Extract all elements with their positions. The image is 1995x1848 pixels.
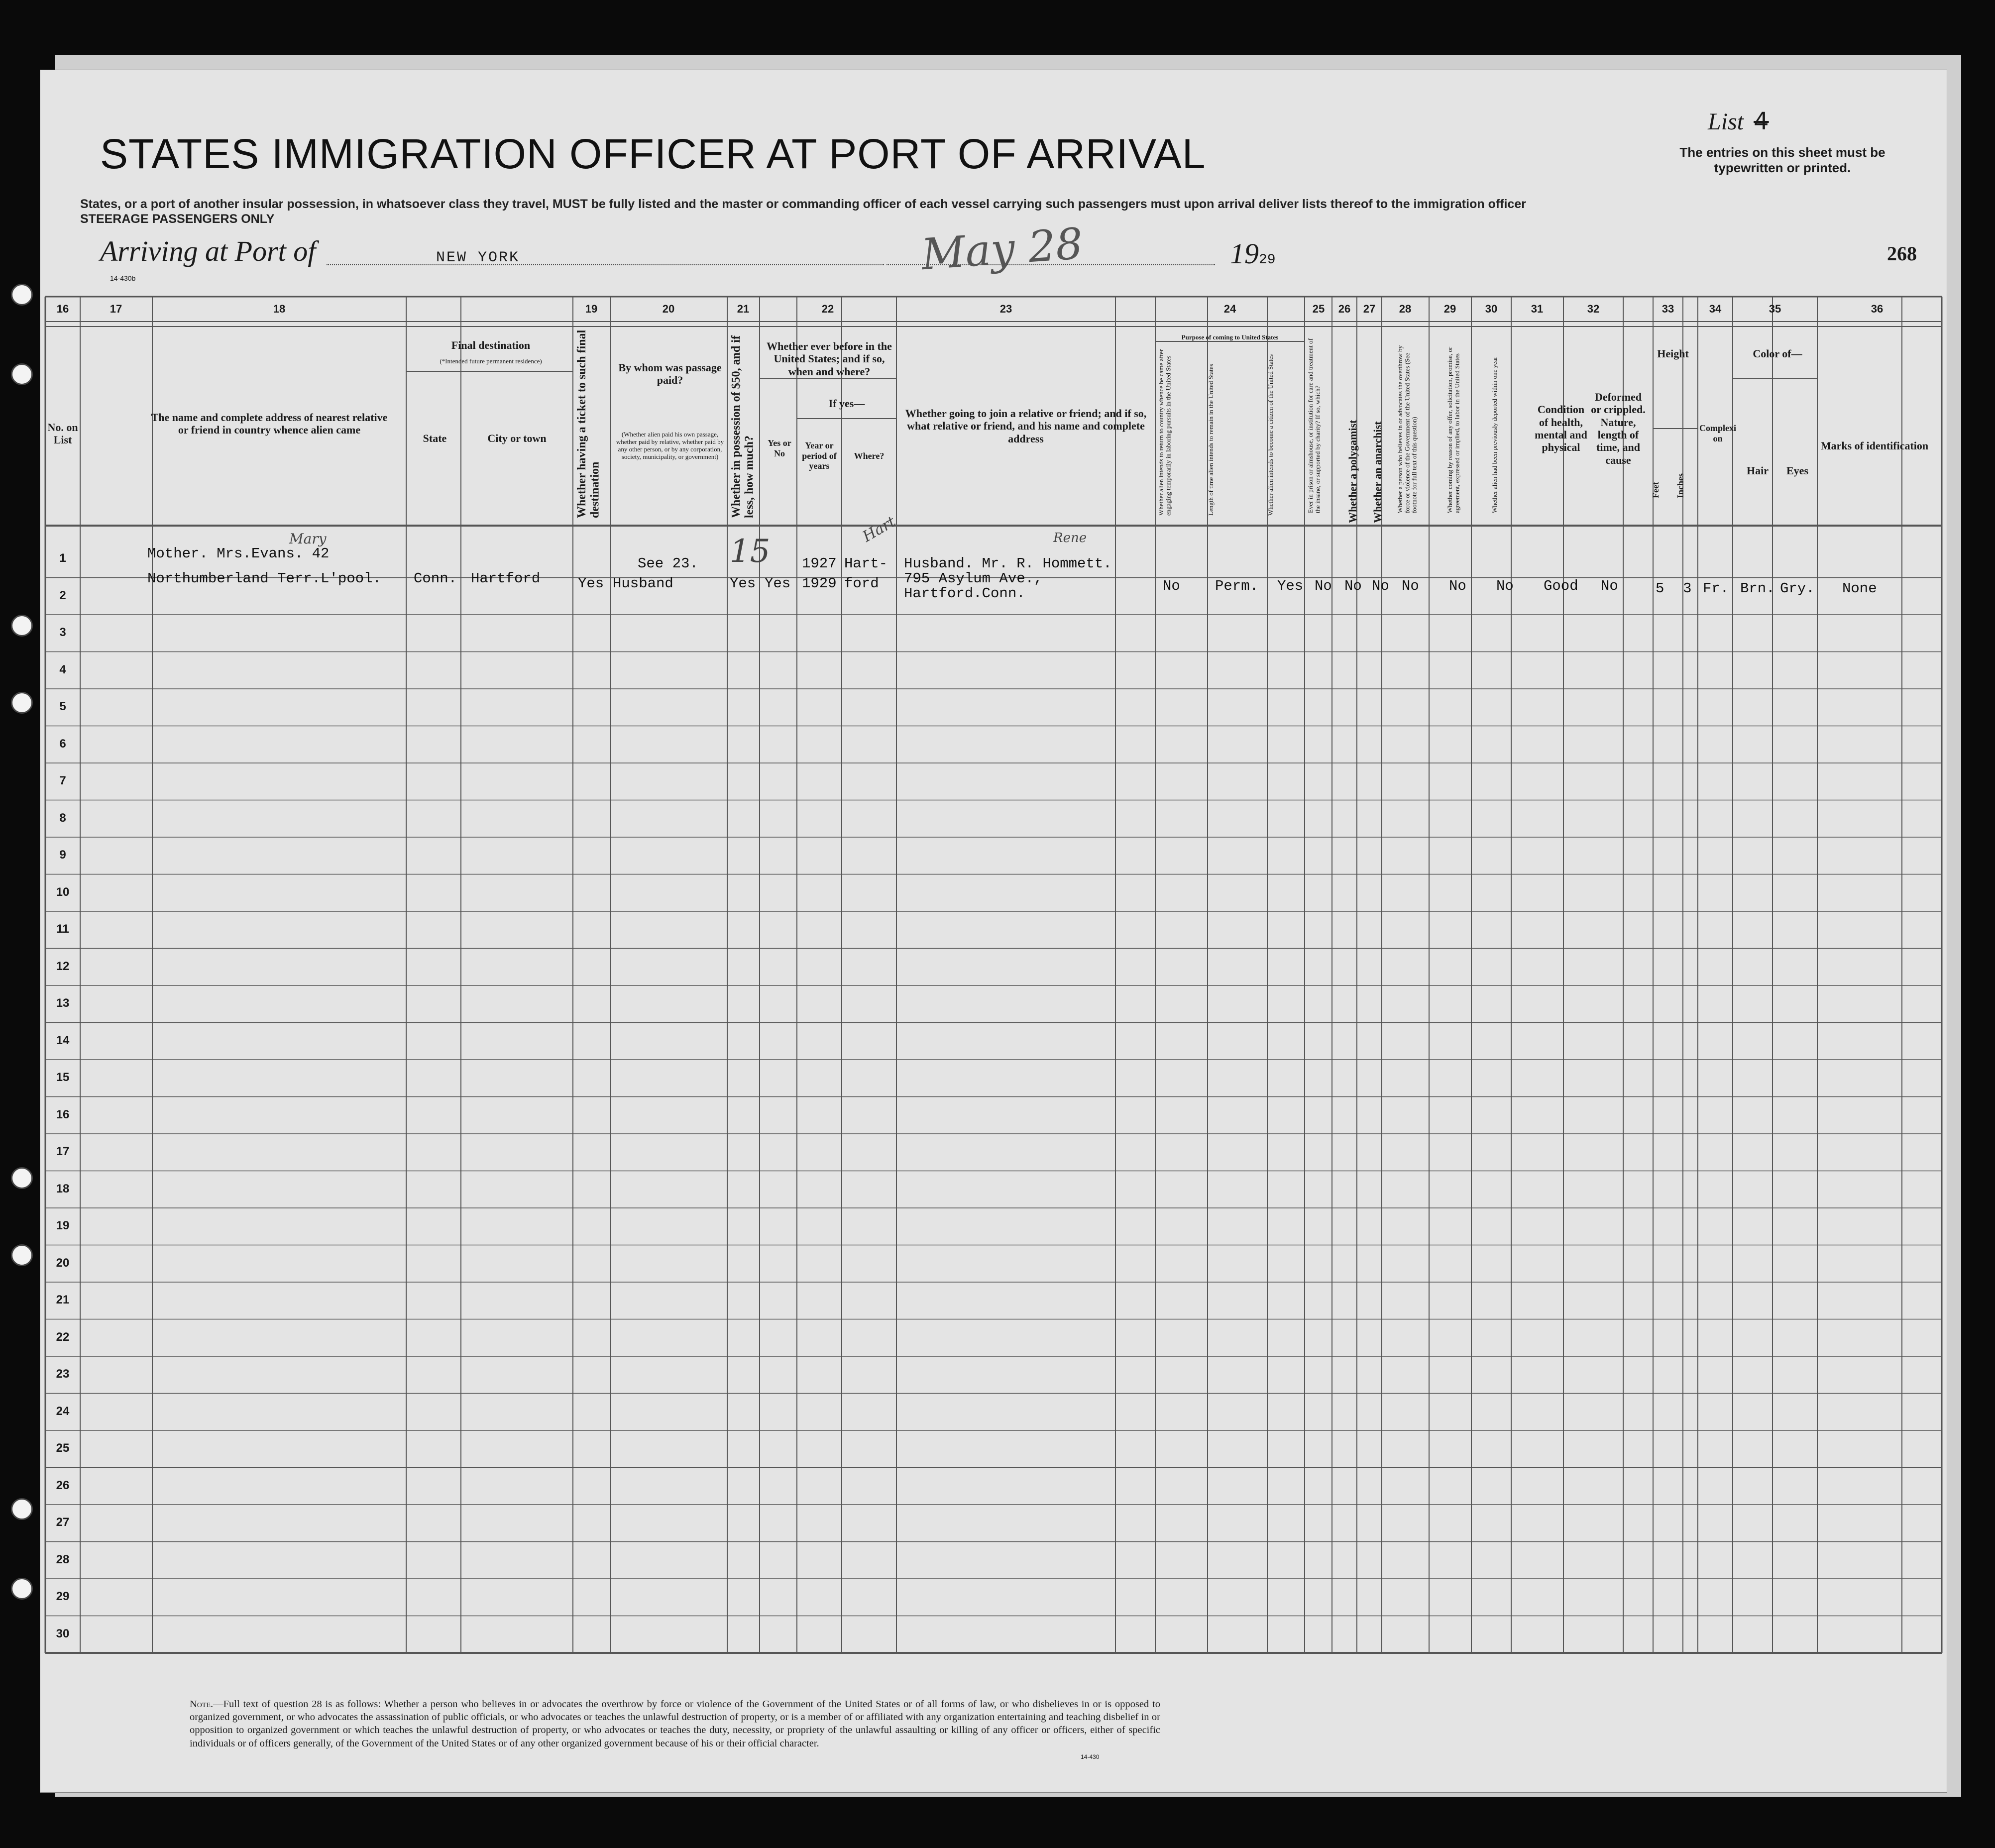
manifest-sheet <box>40 70 1947 1793</box>
table-grid <box>40 70 1947 1792</box>
row-number: 8 <box>59 811 66 825</box>
entry-where-line1: Hart- <box>844 555 888 572</box>
row-number: 9 <box>59 848 66 862</box>
punch-hole <box>11 1498 33 1520</box>
entry-join-firstname: Rene <box>1053 531 1087 545</box>
column-number: 23 <box>999 303 1012 315</box>
entry-years-line2: 1929 <box>802 575 837 592</box>
footnote <box>190 1698 1160 1750</box>
entry-hair: Brn. <box>1740 580 1775 597</box>
entry-q29: No <box>1449 578 1466 594</box>
punch-hole <box>11 1167 33 1189</box>
column-number: 18 <box>273 303 286 315</box>
entry-prison: No <box>1315 578 1332 594</box>
column-number: 16 <box>56 303 69 315</box>
entry-q30: No <box>1496 578 1514 594</box>
column-number: 29 <box>1443 303 1456 315</box>
entry-where-line2: ford <box>844 575 879 592</box>
header-hair: Hair <box>1747 464 1769 477</box>
row-number: 12 <box>56 959 70 973</box>
page-number: 268 <box>1887 242 1917 265</box>
entry-passage-line1: See 23. <box>638 555 698 572</box>
row-number: 16 <box>56 1107 70 1121</box>
entry-join-line2: 795 Asylum Ave., <box>904 570 1043 587</box>
header-purpose-return: Whether alien intends to return to country whence he came after engaging temporarily in laboring pursuits in the United States <box>1157 349 1172 516</box>
entry-years-line1: 1927 <box>802 555 837 572</box>
column-number: 33 <box>1662 303 1674 315</box>
header-prison: Ever in prison or almshouse, or institution for care and treatment of the insane, or supported by charity? If so, which? <box>1307 338 1322 513</box>
entry-anarchist: No <box>1372 578 1389 594</box>
entry-state: Conn. <box>414 570 457 587</box>
column-number: 35 <box>1769 303 1781 315</box>
entry-feet: 5 <box>1656 580 1664 597</box>
row-number: 14 <box>56 1033 70 1047</box>
header-q28: Whether a person who believes in or advocates the overthrow by force or violence of the Government of the United States (See footnote for full text of this question) <box>1396 345 1418 513</box>
entry-city: Hartford <box>471 570 541 587</box>
column-number: 24 <box>1223 303 1236 315</box>
column-number: 20 <box>662 303 675 315</box>
entry-ticket: Yes <box>578 575 604 592</box>
column-number: 36 <box>1871 303 1884 315</box>
row-number: 20 <box>56 1256 70 1270</box>
entry-q28: No <box>1402 578 1419 594</box>
column-number: 26 <box>1338 303 1351 315</box>
header-purpose: Purpose of coming to United States <box>1181 333 1279 341</box>
header-q29: Whether coming by reason of any offer, solicitation, promise, or agreement, expressed or implied, to labor in the United States <box>1446 346 1461 513</box>
column-number: 17 <box>110 303 122 315</box>
header-city: City or town <box>487 432 547 445</box>
entry-purpose-return: No <box>1163 578 1180 594</box>
punch-hole <box>11 1244 33 1266</box>
column-number: 19 <box>585 303 598 315</box>
entry-health: Good <box>1544 578 1578 594</box>
entry-relative-firstname: Mary <box>289 531 327 547</box>
entry-purpose-length: Perm. <box>1215 578 1259 594</box>
column-number: 34 <box>1709 303 1722 315</box>
row-number: 10 <box>56 885 70 899</box>
row-number: 3 <box>59 626 66 639</box>
header-feet: Feet <box>1651 482 1661 498</box>
column-number: 25 <box>1312 303 1325 315</box>
year-suffix: 29 <box>1259 252 1276 268</box>
header-where: Where? <box>854 450 885 461</box>
header-no-on-list: No. on List <box>47 421 78 446</box>
footnote-lead: Note.— <box>190 1699 223 1710</box>
entry-relative-line2: Northumberland Terr.L'pool. <box>147 570 381 587</box>
entry-passage-line2: Husband <box>613 575 673 592</box>
entry-complexion: Fr. <box>1703 580 1729 597</box>
entry-inches: 3 <box>1683 580 1692 597</box>
entry-join-line3: Hartford.Conn. <box>904 585 1025 602</box>
entry-purpose-citizen: Yes <box>1277 578 1304 594</box>
punch-hole <box>11 1578 33 1600</box>
row-number: 23 <box>56 1367 70 1381</box>
punch-hole <box>11 284 33 306</box>
header-eyes: Eyes <box>1786 464 1808 477</box>
entry-marks: None <box>1842 580 1877 597</box>
instruction-line: States, or a port of another insular possession, in whatsoever class they travel, MUST be fully listed and the master or commanding officer of each vessel carrying such passengers must upon arrival deliver lists thereof to the immigration officer <box>80 197 1526 211</box>
row-number: 7 <box>59 774 66 787</box>
row-number: 30 <box>56 1627 70 1640</box>
punch-hole <box>11 363 33 385</box>
entry-relative-line1: Mother. Mrs.Evans. 42 <box>147 545 330 562</box>
header-passage-paid: By whom was passage paid? <box>618 361 722 386</box>
column-number: 22 <box>821 303 834 315</box>
row-number: 21 <box>56 1293 70 1306</box>
row-number: 22 <box>56 1330 70 1344</box>
header-polygamist: Whether a polygamist <box>1346 420 1359 523</box>
row-number: 2 <box>59 588 66 602</box>
row-number: 17 <box>56 1145 70 1158</box>
punch-hole <box>11 692 33 714</box>
header-purpose-length: Length of time alien intends to remain in the United States <box>1207 364 1215 516</box>
header-year-period: Year or period of years <box>802 440 837 471</box>
row-number: 4 <box>59 662 66 676</box>
row-number: 1 <box>59 551 66 565</box>
entry-where-handwritten: Hart <box>859 513 899 546</box>
column-number: 30 <box>1485 303 1498 315</box>
header-health: Condition of health, mental and physical <box>1535 403 1587 454</box>
header-anarchist: Whether an anarchist <box>1371 421 1384 523</box>
form-code: 14-430b <box>110 274 136 282</box>
entry-deformed: No <box>1601 578 1618 594</box>
header-relative: The name and complete address of nearest relative or friend in country whence alien came <box>151 411 388 436</box>
arriving-label: Arriving at Port of <box>100 235 316 267</box>
year-prefix: 19 <box>1230 237 1259 270</box>
header-yes-no: Yes or No <box>768 438 791 458</box>
header-possession: Whether in possession of $50, and if less, how much? <box>730 335 756 518</box>
column-number: 28 <box>1399 303 1412 315</box>
row-number: 13 <box>56 996 70 1010</box>
row-number: 19 <box>56 1219 70 1232</box>
row-number: 25 <box>56 1441 70 1455</box>
entry-eyes: Gry. <box>1780 580 1815 597</box>
header-ticket: Whether having a ticket to such final destination <box>575 329 602 518</box>
row-number: 24 <box>56 1404 70 1418</box>
entry-possession-amount: 15 <box>730 533 771 570</box>
column-number: 21 <box>737 303 750 315</box>
header-final-destination: Final destination <box>451 338 531 351</box>
list-label-text: List <box>1708 109 1744 135</box>
row-number: 5 <box>59 700 66 713</box>
steerage-line: STEERAGE PASSENGERS ONLY <box>80 212 275 226</box>
header-final-destination-note: (*Intended future permanent residence) <box>440 357 542 365</box>
row-number: 26 <box>56 1478 70 1492</box>
header-if-yes: If yes— <box>828 397 865 410</box>
footnote-text: Full text of question 28 is as follows: Whether a person who believes in or advocates the overthrow by force or violence of the Government of the United States or of all forms of law, or who disbelieves in or is opposed to organized government, or who advocates the assassination of public officials, or who advocates or teaches the unlawful destruction of property, or is a member of or affiliated with any organization entertaining and teaching disbelief in or opposition to organized government or which teaches the unlawful destruction of property, or who advocates or teaches the duty, necessity, or propriety of the unlawful assaulting or killing of any officer or officers, either of specific individuals or of officers generally, of the Government of the United States or of any other organized government because of his or their official character. <box>190 1699 1160 1749</box>
row-number: 27 <box>56 1516 70 1529</box>
header-state: State <box>423 432 447 445</box>
header-marks: Marks of identification <box>1820 439 1929 452</box>
column-number: 31 <box>1531 303 1544 315</box>
row-number: 29 <box>56 1590 70 1603</box>
row-number: 28 <box>56 1552 70 1566</box>
entry-possession: Yes <box>730 575 756 592</box>
entry-ever-before: Yes <box>765 575 791 592</box>
header-height: Height <box>1657 347 1689 360</box>
column-number: 27 <box>1363 303 1376 315</box>
arrival-date: May 28 <box>919 218 1085 280</box>
column-number: 32 <box>1587 303 1600 315</box>
punch-hole <box>11 615 33 637</box>
header-q30: Whether alien had been previously deported within one year <box>1491 356 1498 513</box>
header-deformed: Deformed or crippled. Nature, length of time, and cause <box>1591 391 1646 466</box>
header-inches: Inches <box>1675 473 1685 498</box>
row-number: 15 <box>56 1071 70 1084</box>
header-ever-before: Whether ever before in the United States; and if so, when and where? <box>767 340 892 378</box>
footnote-code: 14-430 <box>1081 1753 1100 1760</box>
header-color-of: Color of— <box>1753 347 1802 360</box>
row-number: 18 <box>56 1182 70 1196</box>
port-value: NEW YORK <box>436 249 520 266</box>
entry-polygamist: No <box>1344 578 1362 594</box>
header-purpose-citizen: Whether alien intends to become a citizen of the United States <box>1267 354 1274 516</box>
header-passage-note: (Whether alien paid his own passage, whether paid by relative, whether paid by any other person, or by any corporation, society, municipality, or government) <box>616 431 724 460</box>
header-complexion: Complexion <box>1699 423 1736 443</box>
entries-note: The entries on this sheet must be typewritten or printed. <box>1679 145 1885 175</box>
entry-join-line1: Husband. Mr. R. Hommett. <box>904 555 1112 572</box>
row-number: 6 <box>59 737 66 751</box>
row-number: 11 <box>56 922 69 936</box>
list-number: 4 <box>1754 108 1769 135</box>
header-joining: Whether going to join a relative or friend; and if so, what relative or friend, and his name and complete address <box>905 407 1147 445</box>
page-title: STATES IMMIGRATION OFFICER AT PORT OF ARRIVAL <box>100 130 1206 177</box>
